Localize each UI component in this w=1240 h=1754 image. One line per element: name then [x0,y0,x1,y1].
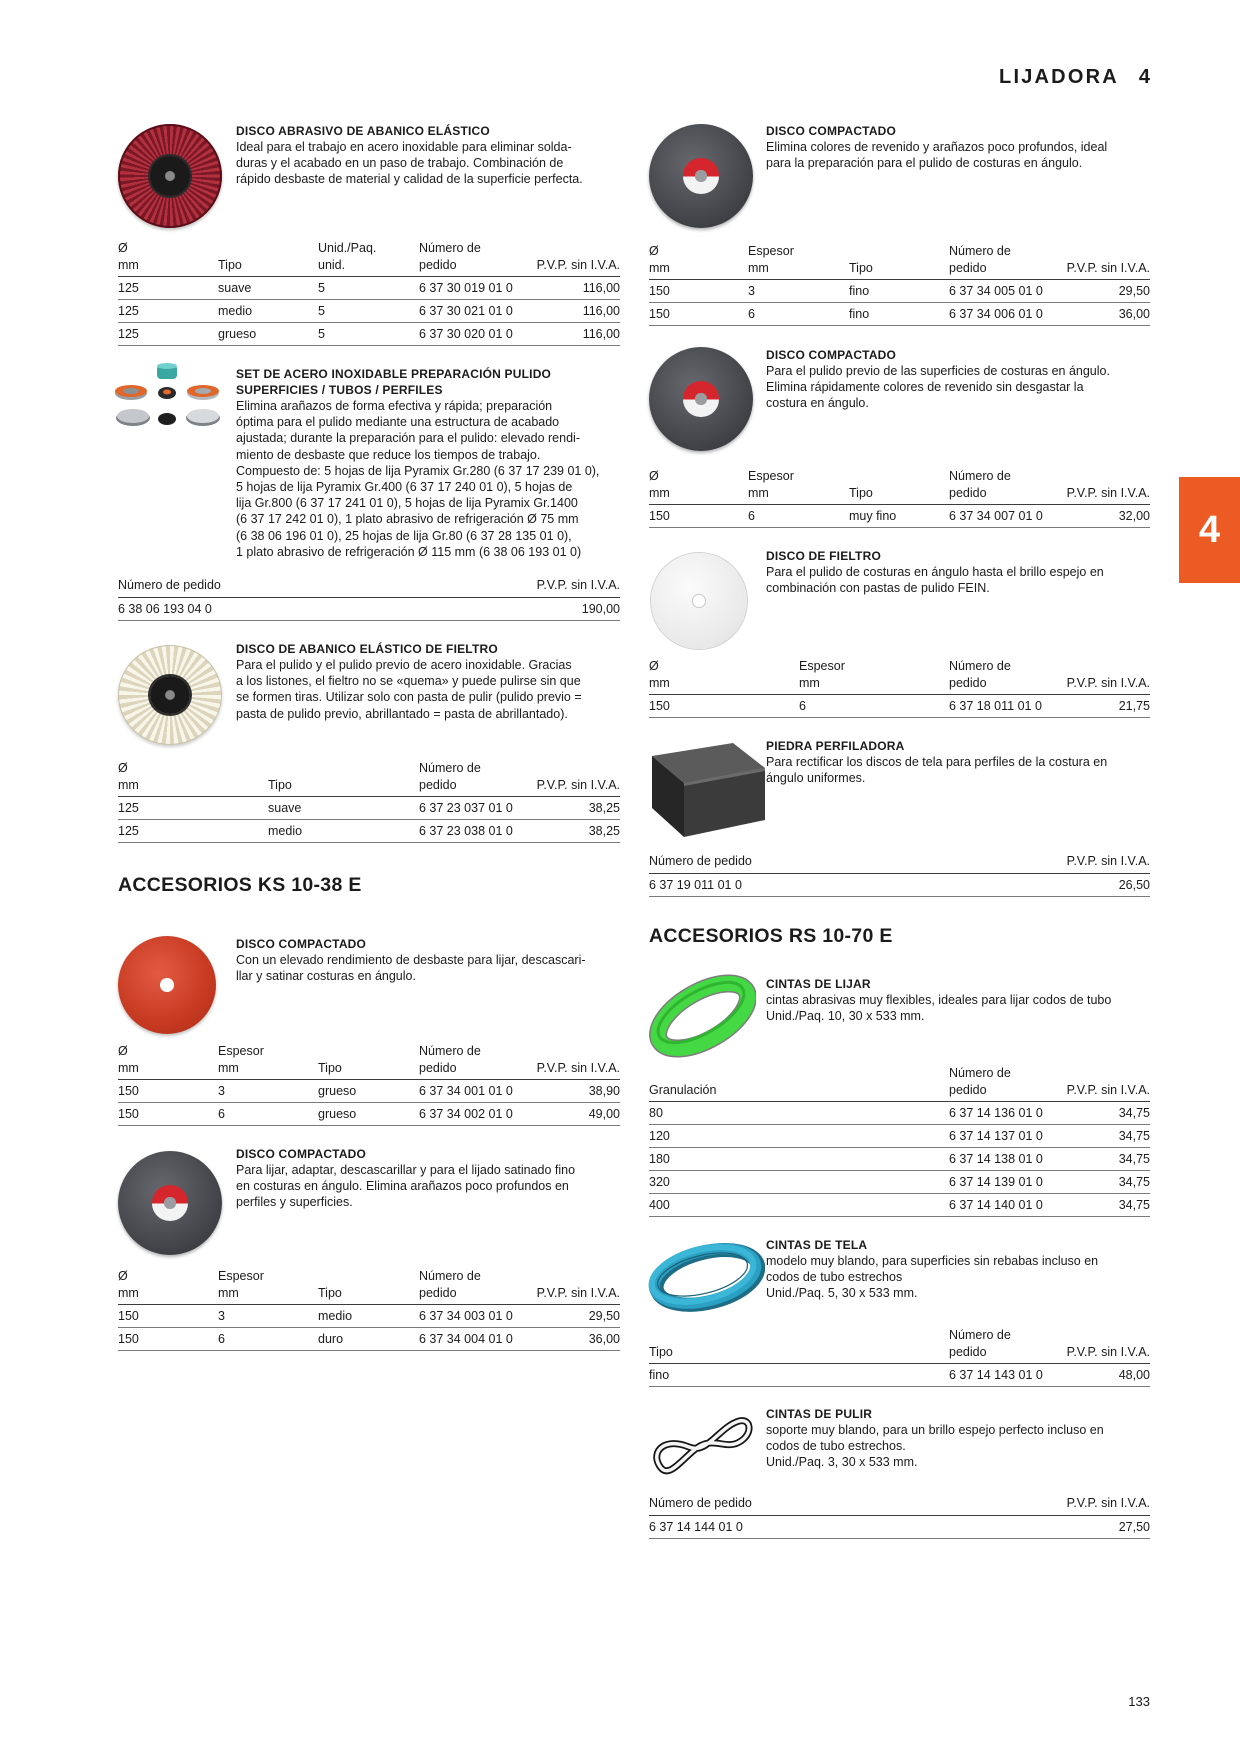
section-heading-ks: ACCESORIOS KS 10-38 E [118,874,362,896]
order-number-cell: 6 37 23 037 01 0 [419,797,525,820]
price-cell: 116,00 [525,300,620,323]
product-title: DISCO COMPACTADO [766,124,897,138]
price-cell: 27,50 [1055,1515,1150,1538]
chapter-title: LIJADORA [999,66,1119,88]
order-number-cell: 6 37 14 136 01 0 [949,1102,1055,1125]
stainless-steel-kit-image [113,363,223,437]
abrasive-flap-disc-image [118,124,222,228]
table-row [118,1080,620,1103]
order-number-cell: 6 37 34 003 01 0 [419,1305,525,1328]
order-number-cell: 6 37 14 140 01 0 [949,1194,1055,1217]
col-header-price: P.V.P. sin I.V.A. [525,240,620,277]
units-cell: 5 [318,300,419,323]
col-header-diameter: Ø mm [118,1043,218,1080]
type-cell: medio [318,1305,419,1328]
type-cell: fino [649,1364,949,1387]
table-header [649,468,1150,505]
col-header-price: P.V.P. sin I.V.A. [1055,1065,1150,1102]
table-row [649,695,1150,718]
order-number-cell: 6 37 14 137 01 0 [949,1125,1055,1148]
col-header-price: P.V.P. sin I.V.A. [525,577,620,597]
thickness-cell: 6 [218,1328,318,1351]
price-cell: 32,00 [1055,505,1150,528]
price-cell: 29,50 [1055,280,1150,303]
table-header [649,1065,1150,1102]
col-header-diameter: Ø mm [118,240,218,277]
type-cell: duro [318,1328,419,1351]
order-number-cell: 6 37 18 011 01 0 [949,695,1055,718]
col-header-thickness: Espesor mm [218,1268,318,1305]
table-row [118,1328,620,1351]
col-header-diameter: Ø mm [118,1268,218,1305]
price-cell: 34,75 [1055,1125,1150,1148]
diameter-cell: 125 [118,300,218,323]
type-cell: grueso [318,1103,419,1126]
table-header [649,1327,1150,1364]
order-number-cell: 6 37 30 019 01 0 [419,277,525,300]
product-title: SET DE ACERO INOXIDABLE PREPARACIÓN PULIDO SUPERFICIES / TUBOS / PERFILES [236,367,552,397]
thickness-cell: 3 [748,280,849,303]
order-number-cell: 6 37 30 021 01 0 [419,300,525,323]
table-header [118,760,620,797]
diameter-cell: 125 [118,277,218,300]
profiling-stone-image [649,740,768,839]
col-header-price: P.V.P. sin I.V.A. [525,760,620,797]
product-description: modelo muy blando, para superficies sin rebabas incluso en codos de tubo estrechos Unid./Paq. 5, 30 x 533 mm. [766,1254,1099,1301]
price-cell: 34,75 [1055,1194,1150,1217]
type-cell: muy fino [849,505,949,528]
grit-cell: 320 [649,1171,949,1194]
table-row [649,303,1150,326]
table-row [649,1171,1150,1194]
col-header-type: Tipo [318,1268,419,1305]
spec-table [649,1327,1150,1387]
col-header-price: P.V.P. sin I.V.A. [1055,243,1150,280]
product-title: CINTAS DE PULIR [766,1407,873,1421]
spec-table [118,577,620,621]
col-header-order-number: Número de pedido [419,1043,525,1080]
thickness-cell: 6 [748,505,849,528]
price-cell: 34,75 [1055,1102,1150,1125]
table-header [118,1268,620,1305]
order-number-cell: 6 37 34 007 01 0 [949,505,1055,528]
table-header [118,577,620,597]
price-cell: 29,50 [525,1305,620,1328]
col-header-units: Unid./Paq. unid. [318,240,419,277]
table-row [649,873,1150,896]
order-number-cell: 6 37 14 139 01 0 [949,1171,1055,1194]
type-cell: fino [849,280,949,303]
grit-cell: 400 [649,1194,949,1217]
col-header-type: Tipo [318,1043,419,1080]
col-header-diameter: Ø mm [118,760,268,797]
price-cell: 34,75 [1055,1148,1150,1171]
diameter-cell: 150 [118,1328,218,1351]
thickness-cell: 6 [218,1103,318,1126]
spec-table [649,658,1150,718]
diameter-cell: 150 [649,280,748,303]
grit-cell: 80 [649,1102,949,1125]
table-row [649,1102,1150,1125]
col-header-price: P.V.P. sin I.V.A. [1055,658,1150,695]
price-cell: 36,00 [1055,303,1150,326]
order-number-cell: 6 37 14 144 01 0 [649,1515,1055,1538]
price-cell: 36,00 [525,1328,620,1351]
product-title: DISCO DE ABANICO ELÁSTICO DE FIELTRO [236,642,498,656]
compact-disc-image [118,1151,222,1255]
units-cell: 5 [318,277,419,300]
table-row [118,277,620,300]
product-title: DISCO COMPACTADO [766,348,897,362]
cloth-belt-image [645,1234,765,1318]
product-title: CINTAS DE TELA [766,1238,868,1252]
spec-table [649,853,1150,897]
col-header-type: Tipo [268,760,419,797]
order-number-cell: 6 37 14 138 01 0 [949,1148,1055,1171]
price-cell: 21,75 [1055,695,1150,718]
type-cell: suave [218,277,318,300]
price-cell: 49,00 [525,1103,620,1126]
col-header-order-number: Número de pedido [949,658,1055,695]
table-header [649,243,1150,280]
table-row [118,797,620,820]
spec-table [649,1065,1150,1217]
product-title: DISCO COMPACTADO [236,937,367,951]
product-description: Para rectificar los discos de tela para perfiles de la costura en ángulo uniformes. [766,755,1108,786]
table-row [118,1305,620,1328]
table-row [649,1125,1150,1148]
col-header-order-number: Número de pedido [118,577,525,597]
chapter-side-tab [1179,477,1240,583]
table-row [649,1148,1150,1171]
col-header-order-number: Número de pedido [419,760,525,797]
product-description: Para el pulido de costuras en ángulo hasta el brillo espejo en combinación con pastas de pulido FEIN. [766,565,1104,596]
col-header-price: P.V.P. sin I.V.A. [1055,1327,1150,1364]
order-number-cell: 6 37 34 004 01 0 [419,1328,525,1351]
grit-cell: 120 [649,1125,949,1148]
col-header-type: Tipo [218,240,318,277]
col-header-order-number: Número de pedido [949,468,1055,505]
type-cell: grueso [218,323,318,346]
table-row [649,1515,1150,1538]
table-row [118,1103,620,1126]
table-row [649,1194,1150,1217]
thickness-cell: 3 [218,1080,318,1103]
col-header-order-number: Número de pedido [649,1495,1055,1515]
spec-table [649,468,1150,528]
col-header-price: P.V.P. sin I.V.A. [1055,468,1150,505]
order-number-cell: 6 37 34 001 01 0 [419,1080,525,1103]
order-number-cell: 6 37 34 005 01 0 [949,280,1055,303]
order-number-cell: 6 37 34 006 01 0 [949,303,1055,326]
sanding-belt-image [649,966,756,1062]
spec-table [118,240,620,346]
price-cell: 38,25 [525,820,620,843]
diameter-cell: 150 [649,695,799,718]
table-row [118,300,620,323]
polishing-belt-image [649,1407,753,1481]
col-header-price: P.V.P. sin I.V.A. [1055,1495,1150,1515]
col-header-order-number: Número de pedido [649,853,1055,873]
col-header-type: Tipo [649,1327,949,1364]
table-row [118,597,620,620]
product-description: Para lijar, adaptar, descascarillar y para el lijado satinado fino en costuras en ángulo. Elimina arañazos poco profundos en perfiles y superficies. [236,1163,576,1210]
col-header-thickness: Espesor mm [218,1043,318,1080]
order-number-cell: 6 37 19 011 01 0 [649,873,1055,896]
col-header-order-number: Número de pedido [419,240,525,277]
diameter-cell: 125 [118,797,268,820]
type-cell: grueso [318,1080,419,1103]
diameter-cell: 150 [118,1305,218,1328]
order-number-cell: 6 37 30 020 01 0 [419,323,525,346]
red-compact-disc-image [118,936,216,1034]
product-title: PIEDRA PERFILADORA [766,739,905,753]
product-description: Con un elevado rendimiento de desbaste para lijar, descascari- llar y satinar costuras en ángulo. [236,953,586,984]
col-header-diameter: Ø mm [649,468,748,505]
price-cell: 190,00 [525,597,620,620]
product-description: Elimina arañazos de forma efectiva y rápida; preparación óptima para el pulido mediante una estructura de acabado ajustada; durante la preparación para el pulido: elevado rendi- miento de desbaste que reduce los tiempos de trabajo. Compuesto de: 5 hojas de lija Pyramix Gr.280 (6 37 17 239 01 0), 5 hojas de lija Pyramix Gr.400 (6 37 17 240 01 0), 5 hojas de lija Gr.800 (6 37 17 241 01 0), 5 hojas de lija Pyramix Gr.1400 (6 37 17 242 01 0), 1 plato abrasivo de refrigeración Ø 75 mm (6 38 06 196 01 0), 25 hojas de lija Gr.80 (6 37 28 135 01 0), 1 plato abrasivo de refrigeración Ø 115 mm (6 38 06 193 01 0) [236,399,600,559]
col-header-type: Tipo [849,243,949,280]
price-cell: 48,00 [1055,1364,1150,1387]
order-number-cell: 6 37 23 038 01 0 [419,820,525,843]
table-row [649,1364,1150,1387]
spec-table [118,1043,620,1126]
table-row [649,280,1150,303]
section-heading-rs: ACCESORIOS RS 10-70 E [649,925,893,947]
table-header [649,853,1150,873]
product-description: Ideal para el trabajo en acero inoxidable para eliminar solda- duras y el acabado en un paso de trabajo. Combinación de rápido desbaste de material y calidad de la superficie perfecta. [236,140,583,187]
price-cell: 26,50 [1055,873,1150,896]
product-description: Elimina colores de revenido y arañazos poco profundos, ideal para la preparación para el pulido de costuras en ángulo. [766,140,1108,171]
price-cell: 116,00 [525,277,620,300]
spec-table [118,760,620,843]
col-header-thickness: Espesor mm [748,243,849,280]
type-cell: medio [218,300,318,323]
thickness-cell: 3 [218,1305,318,1328]
col-header-price: P.V.P. sin I.V.A. [525,1268,620,1305]
compact-disc-image [649,347,753,451]
diameter-cell: 150 [118,1103,218,1126]
diameter-cell: 125 [118,323,218,346]
table-header [649,658,1150,695]
thickness-cell: 6 [799,695,949,718]
order-number-cell: 6 37 14 143 01 0 [949,1364,1055,1387]
type-cell: suave [268,797,419,820]
compact-disc-image [649,124,753,228]
col-header-type: Tipo [849,468,949,505]
felt-flap-disc-image [118,645,222,745]
table-row [118,323,620,346]
spec-table [649,1495,1150,1539]
table-row [649,505,1150,528]
diameter-cell: 125 [118,820,268,843]
col-header-diameter: Ø mm [649,658,799,695]
diameter-cell: 150 [649,303,748,326]
units-cell: 5 [318,323,419,346]
table-header [118,240,620,277]
page-header [999,66,1150,89]
product-title: DISCO COMPACTADO [236,1147,367,1161]
diameter-cell: 150 [649,505,748,528]
col-header-thickness: Espesor mm [748,468,849,505]
page-number: 133 [1128,1694,1150,1709]
type-cell: medio [268,820,419,843]
thickness-cell: 6 [748,303,849,326]
col-header-price: P.V.P. sin I.V.A. [525,1043,620,1080]
price-cell: 38,25 [525,797,620,820]
product-description: cintas abrasivas muy flexibles, ideales para lijar codos de tubo Unid./Paq. 10, 30 x 533 mm. [766,993,1112,1024]
col-header-diameter: Ø mm [649,243,748,280]
col-header-order-number: Número de pedido [949,243,1055,280]
product-title: DISCO DE FIELTRO [766,549,881,563]
table-header [649,1495,1150,1515]
table-row [118,820,620,843]
order-number-cell: 6 38 06 193 04 0 [118,597,525,620]
price-cell: 34,75 [1055,1171,1150,1194]
order-number-cell: 6 37 34 002 01 0 [419,1103,525,1126]
col-header-price: P.V.P. sin I.V.A. [1055,853,1150,873]
spec-table [118,1268,620,1351]
chapter-number: 4 [1138,66,1150,88]
product-description: Para el pulido previo de las superficies de costuras en ángulo. Elimina rápidamente colores de revenido sin desgastar la costura en ángulo. [766,364,1110,411]
product-title: CINTAS DE LIJAR [766,977,871,991]
grit-cell: 180 [649,1148,949,1171]
felt-disc-image [651,553,747,649]
diameter-cell: 150 [118,1080,218,1103]
price-cell: 38,90 [525,1080,620,1103]
col-header-order-number: Número de pedido [949,1065,1055,1102]
product-description: Para el pulido y el pulido previo de acero inoxidable. Gracias a los listones, el fieltro no se «quema» y puede pulirse sin que se formen tiras. Utilizar solo con pasta de pulir (pulido previo = pasta de pulido previo, abrillantado = pasta de abrillantado). [236,658,582,721]
table-header [118,1043,620,1080]
price-cell: 116,00 [525,323,620,346]
col-header-order-number: Número de pedido [949,1327,1055,1364]
spec-table [649,243,1150,326]
col-header-grit: Granulación [649,1065,949,1102]
side-tab-label: 4 [1198,508,1221,551]
col-header-order-number: Número de pedido [419,1268,525,1305]
product-description: soporte muy blando, para un brillo espejo perfecto incluso en codos de tubo estrechos. Unid./Paq. 3, 30 x 533 mm. [766,1423,1104,1470]
col-header-thickness: Espesor mm [799,658,949,695]
product-title: DISCO ABRASIVO DE ABANICO ELÁSTICO [236,124,490,138]
type-cell: fino [849,303,949,326]
